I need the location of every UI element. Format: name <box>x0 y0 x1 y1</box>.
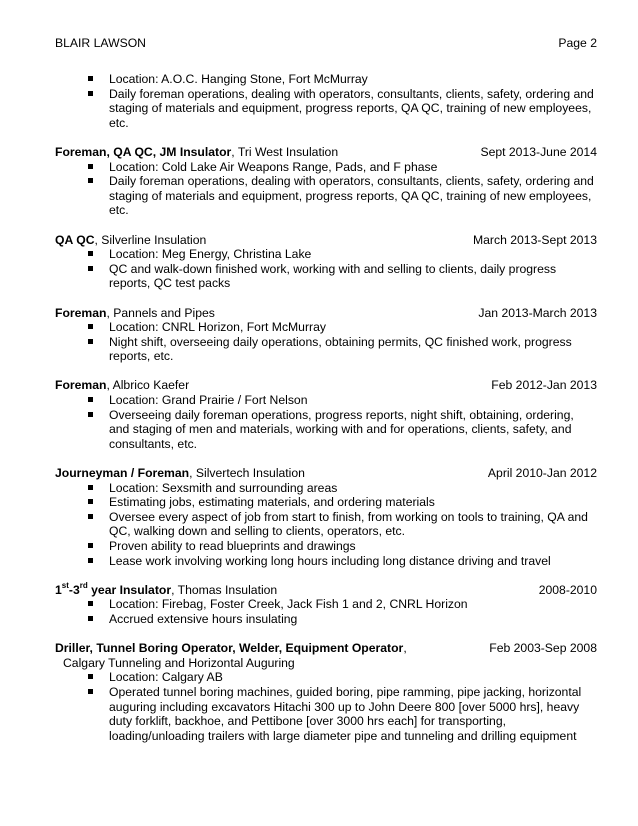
bullet-item: Accrued extensive hours insulating <box>86 612 597 627</box>
bullet-item: Location: Grand Prairie / Fort Nelson <box>86 393 597 408</box>
job-dates: Jan 2013-March 2013 <box>478 305 597 320</box>
bullet-list <box>55 320 597 364</box>
bullet-list <box>55 160 597 218</box>
bullet-item: Proven ability to read blueprints and drawings <box>86 539 597 554</box>
bullet-item: Location: Firebag, Foster Creek, Jack Fish 1 and 2, CNRL Horizon <box>86 597 597 612</box>
bullet-item: Location: Meg Energy, Christina Lake <box>86 247 597 262</box>
job-title: Foreman <box>55 378 107 393</box>
bullet-item: Oversee every aspect of job from start to finish, from working on tools to training, QA and QC, walking down and selling to clients, operators, etc. <box>86 510 597 539</box>
bullet-item: Estimating jobs, estimating materials, and ordering materials <box>86 495 597 510</box>
job-company: , Albrico Kaefer <box>106 378 190 393</box>
job-title: Journeyman / Foreman <box>55 466 190 481</box>
resume-content <box>55 72 597 758</box>
job-entry <box>55 306 597 364</box>
bullet-item: Night shift, overseeing daily operations, obtaining permits, QC finished work, progress reports, etc. <box>86 335 597 364</box>
job-title: Driller, Tunnel Boring Operator, Welder, Equipment Operator <box>55 641 404 656</box>
bullet-item: Operated tunnel boring machines, guided boring, pipe ramming, pipe jacking, horizontal auguring including excavators Hitachi 300 up to John Deere 800 [over 5000 hrs], heavy duty forklift, backhoe, and Pettibone [over 3000 hrs each] for transporting, loading/unloading trailers with large diameter pipe and tunneling and drilling equipment <box>86 685 597 743</box>
job-title: Foreman, QA QC, JM Insulator <box>55 144 232 159</box>
job-dates: March 2013-Sept 2013 <box>473 232 597 247</box>
job-company: , Silverline Insulation <box>94 232 207 247</box>
bullet-list <box>55 597 597 626</box>
page-number: Page 2 <box>558 36 597 50</box>
job-entry <box>55 233 597 291</box>
job-company: , Tri West Insulation <box>231 144 339 159</box>
job-entry <box>55 580 597 627</box>
bullet-list <box>55 481 597 569</box>
bullet-item: Location: Calgary AB <box>86 670 597 685</box>
job-title: 1st-3rd year Insulator <box>55 580 172 597</box>
header-name: BLAIR LAWSON <box>55 36 146 50</box>
job-entry <box>55 378 597 451</box>
job-company-line: Calgary Tunneling and Horizontal Auguring <box>63 655 295 670</box>
job-company: , <box>403 641 407 656</box>
job-title-row <box>55 466 597 481</box>
job-entry <box>55 145 597 218</box>
job-dates: 2008-2010 <box>538 582 597 597</box>
bullet-item: Location: Cold Lake Air Weapons Range, Pads, and F phase <box>86 160 597 175</box>
job-title-row <box>55 641 597 656</box>
job-dates: Sept 2013-June 2014 <box>480 144 597 159</box>
continued-section <box>55 72 597 130</box>
bullet-item: Location: A.O.C. Hanging Stone, Fort McMurray <box>86 72 597 87</box>
job-dates: April 2010-Jan 2012 <box>487 466 597 481</box>
job-company: , Pannels and Pipes <box>106 305 215 320</box>
bullet-item: Daily foreman operations, dealing with operators, consultants, clients, safety, ordering and staging of materials and equipment, progress reports, QA QC, training of new employees, etc. <box>86 174 597 218</box>
bullet-item: Location: CNRL Horizon, Fort McMurray <box>86 320 597 335</box>
job-title: Foreman <box>55 305 107 320</box>
bullet-item: QC and walk-down finished work, working with and selling to clients, daily progress reports, QC test packs <box>86 262 597 291</box>
job-entry <box>55 466 597 568</box>
job-title-row <box>55 580 597 598</box>
job-title-row <box>55 378 597 393</box>
job-title: QA QC <box>55 232 95 247</box>
bullet-list <box>55 247 597 291</box>
bullet-list <box>55 393 597 451</box>
job-entry <box>55 641 597 743</box>
job-company: , Thomas Insulation <box>171 582 278 597</box>
bullet-list <box>55 670 597 743</box>
job-title-row <box>55 306 597 321</box>
job-title-row <box>55 233 597 248</box>
job-title-row <box>55 145 597 160</box>
page-header <box>55 36 597 51</box>
bullet-item: Lease work involving working long hours including long distance driving and travel <box>86 554 597 569</box>
job-dates: Feb 2012-Jan 2013 <box>491 378 597 393</box>
bullet-item: Overseeing daily foreman operations, progress reports, night shift, obtaining, ordering, and staging of men and materials, working with and for operations, clients, safety, and consultants, etc. <box>86 408 597 452</box>
bullet-item: Daily foreman operations, dealing with operators, consultants, clients, safety, ordering and staging of materials and equipment, progress reports, QA QC, training of new employees, etc. <box>86 87 597 131</box>
bullet-list <box>55 72 597 130</box>
job-company: , Silvertech Insulation <box>189 466 305 481</box>
job-dates: Feb 2003-Sep 2008 <box>489 641 597 656</box>
bullet-item: Location: Sexsmith and surrounding areas <box>86 481 597 496</box>
